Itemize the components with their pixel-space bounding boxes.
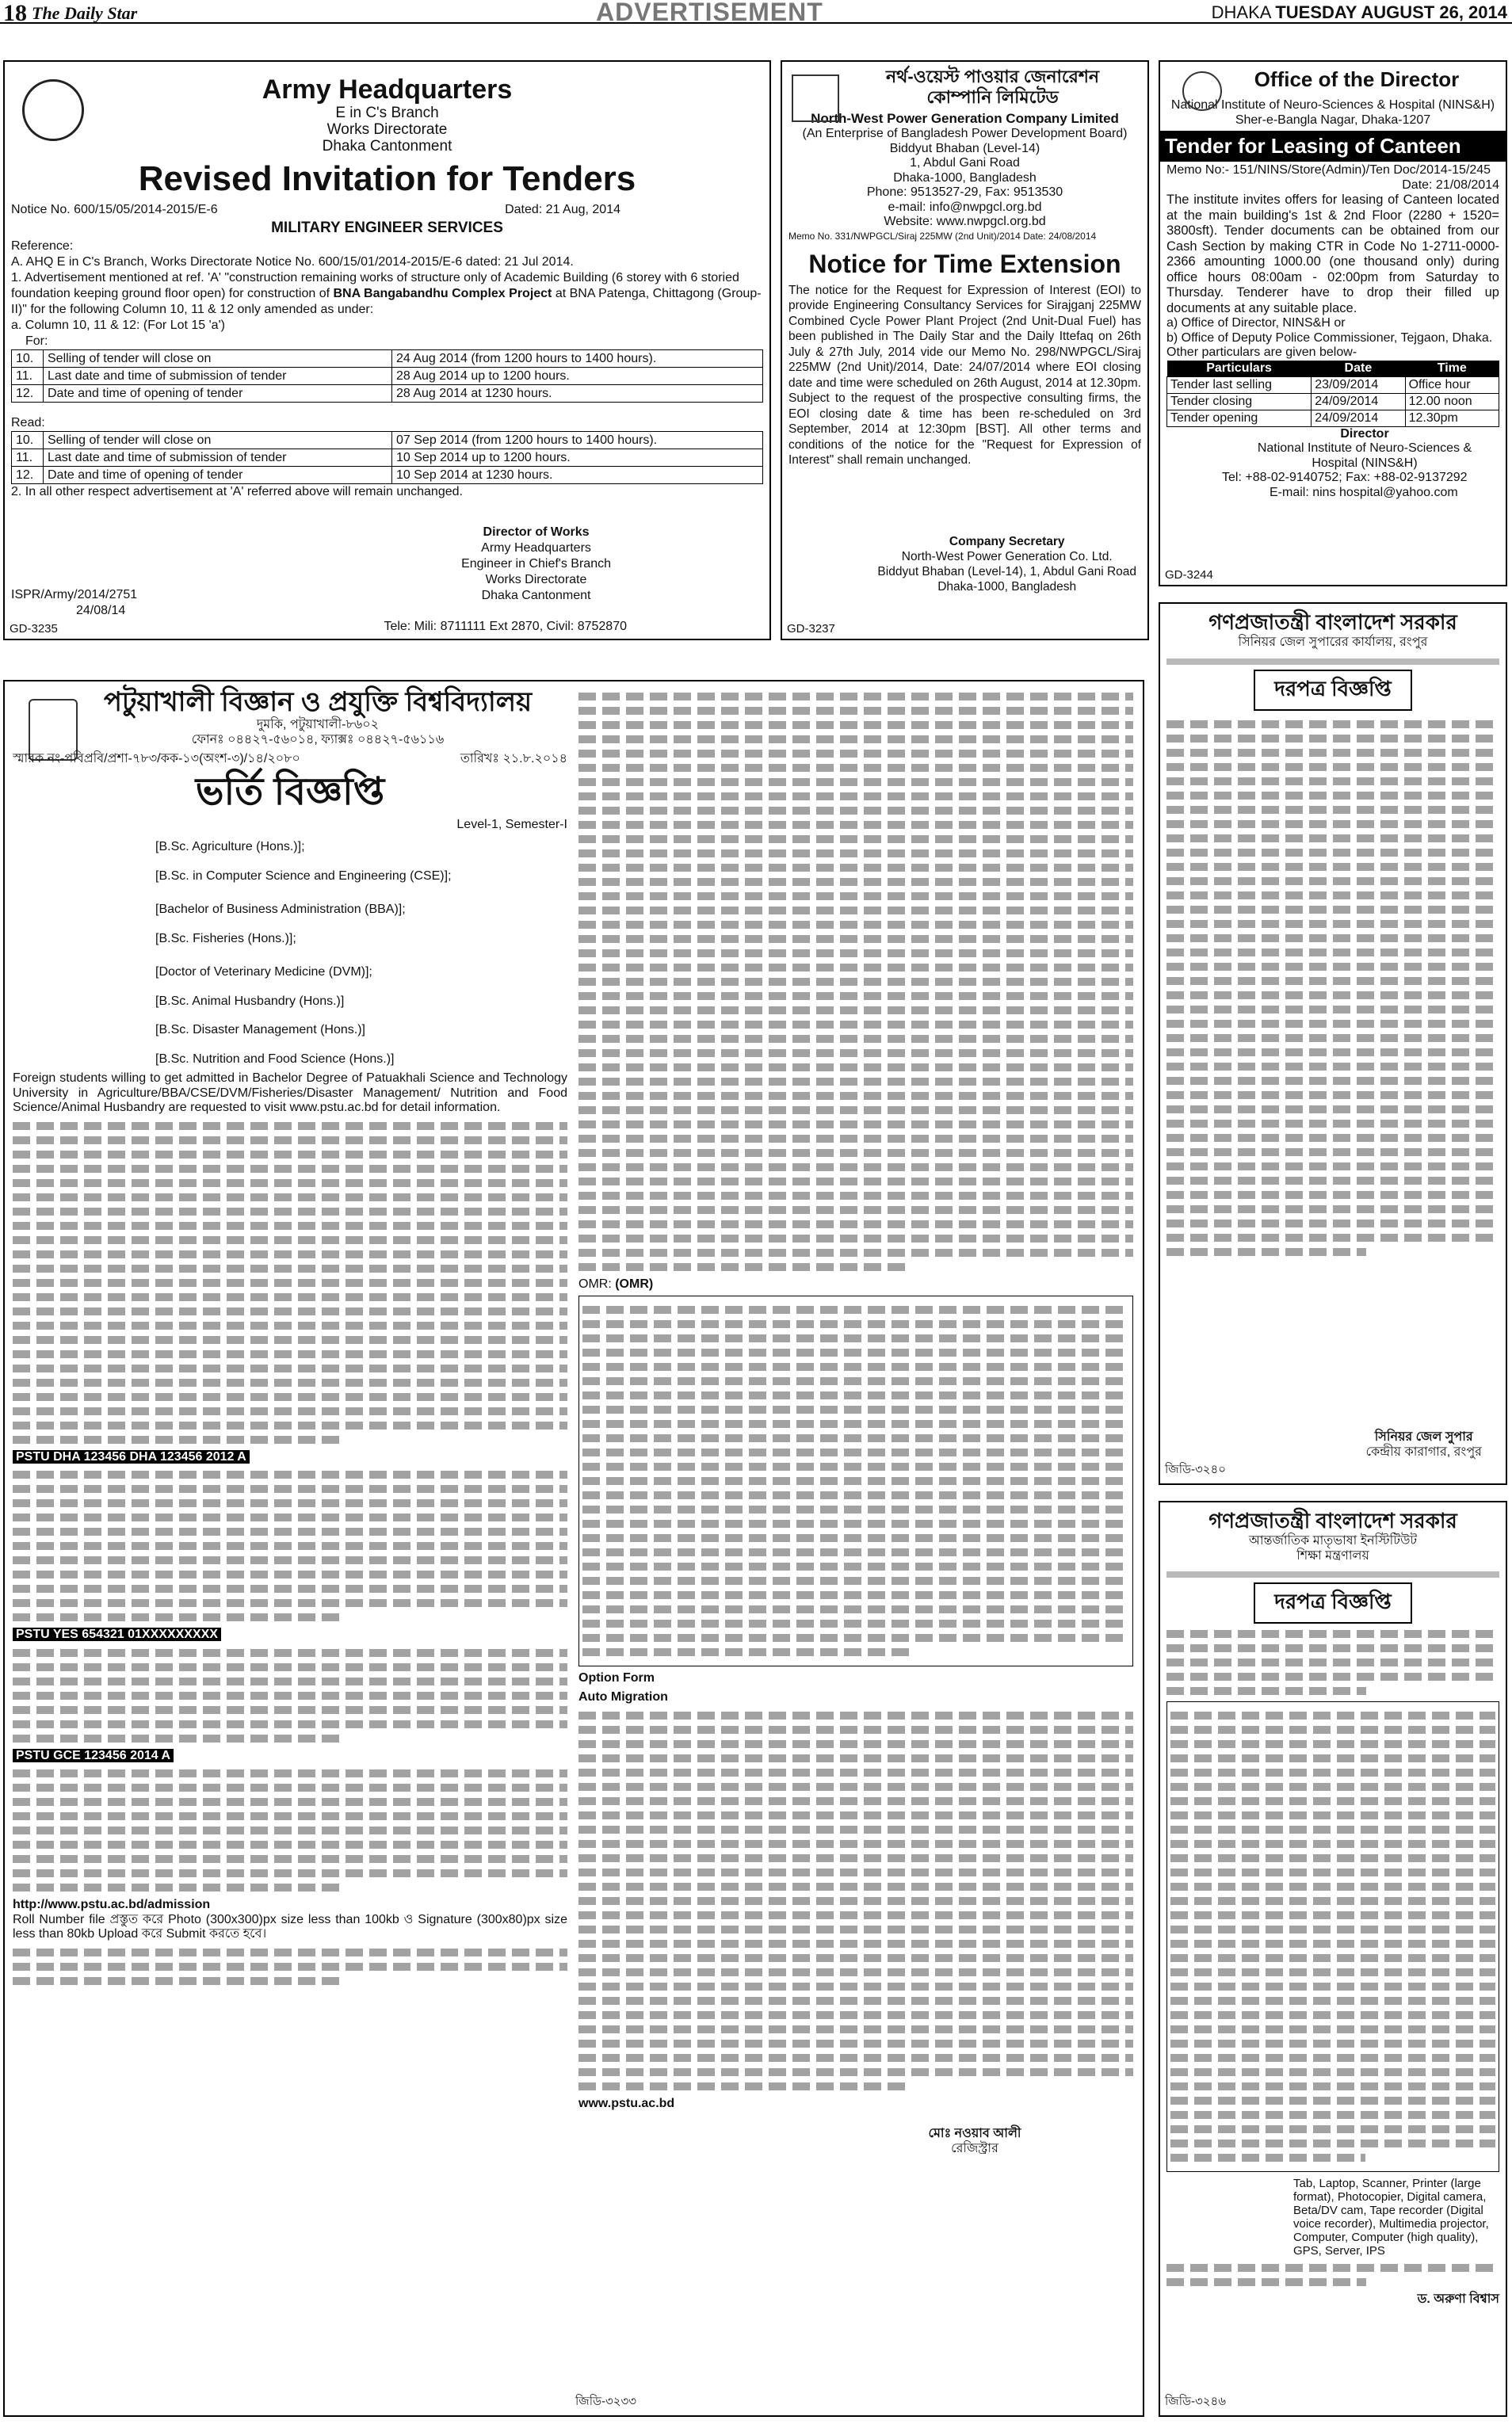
pstu-sms-example-3: PSTU GCE 123456 2014 A bbox=[13, 1749, 567, 1764]
pstu-right-column bbox=[578, 686, 1133, 2156]
language-institute-tender-ad bbox=[1159, 1501, 1507, 2417]
page-header bbox=[0, 0, 1512, 24]
army-reference-label: Reference: bbox=[11, 239, 74, 253]
ministry-intro-text bbox=[1166, 1630, 1499, 1695]
army-for-label: For: bbox=[25, 334, 48, 348]
nins-title: Office of the Director bbox=[1254, 67, 1460, 91]
army-item-2: 2. In all other respect advertisement at 'A' referred above will remain unchanged. bbox=[11, 485, 463, 498]
table-row: 12. Date and time of opening of tender 28 Aug 2014 at 1230 hours. bbox=[12, 385, 763, 403]
army-for-table bbox=[11, 349, 763, 403]
table-row: Tender closing 24/09/2014 12.00 noon bbox=[1167, 393, 1499, 410]
army-title: Army Headquarters bbox=[262, 74, 513, 105]
ministry-name: শিক্ষা মন্ত্রণালয় bbox=[1296, 1548, 1369, 1563]
nwpgc-logo-icon bbox=[792, 74, 839, 122]
nins-canteen-tender-ad bbox=[1159, 60, 1507, 586]
pstu-sms-example-2: PSTU YES 654321 01XXXXXXXXX bbox=[13, 1628, 567, 1643]
pstu-apply-text-1 bbox=[13, 1471, 567, 1621]
table-row: Tender last selling 23/09/2014 Office hour bbox=[1167, 376, 1499, 393]
pstu-admission-url[interactable]: http://www.pstu.ac.bd/admission bbox=[13, 1898, 211, 1911]
nwpgc-address-1: Biddyut Bhaban (Level-14) bbox=[889, 141, 1040, 155]
nins-date: Date: 21/08/2014 bbox=[1402, 178, 1499, 192]
nwpgc-memo: Memo No. 331/NWPGCL/Siraj 225MW (2nd Unit)/2014 Date: 24/08/2014 bbox=[788, 230, 1097, 242]
army-item-1: 1. Advertisement mentioned at ref. 'A' "construction remaining works of structure only of Academic Building (6 storey with 6 storied foundation keeping ground floor open) for construction of BNA Bangabandhu Complex Project at BNA Patenga, Chittagong (Group-II)" for the following Column 10, 11 & 12 only amended as under: bbox=[11, 271, 762, 316]
pstu-rules-text-2 bbox=[578, 1712, 1133, 2090]
army-notice-line: Notice No. 600/15/05/2014-2015/E-6 Dated: 21 Aug, 2014 bbox=[11, 203, 620, 216]
nins-memo: Memo No:- 151/NINS/Store(Admin)/Ten Doc/2014-15/245 bbox=[1166, 163, 1491, 177]
table-row: 10. Selling of tender will close on 24 Aug 2014 (from 1200 hours to 1400 hours). bbox=[12, 350, 763, 368]
nins-tel: Tel: +88-02-9140752; Fax: +88-02-9137292 bbox=[1222, 471, 1468, 484]
nwpgc-gd: GD-3237 bbox=[787, 622, 835, 636]
rangpur-headline: দরপত্র বিজ্ঞপ্তি bbox=[1254, 670, 1412, 711]
ministry-notes bbox=[1166, 2264, 1499, 2286]
rangpur-signature: সিনিয়র জেল সুপার কেন্দ্রীয় কারাগার, রংপুর bbox=[1365, 1430, 1482, 1459]
nwpgc-website: Website: www.nwpgcl.org.bd bbox=[884, 215, 1046, 228]
pstu-admission-ad bbox=[3, 680, 1144, 2417]
nins-office-a: a) Office of Director, NINS&H or bbox=[1166, 316, 1346, 330]
army-location: Dhaka Cantonment bbox=[322, 138, 452, 155]
army-read-label: Read: bbox=[11, 416, 45, 429]
army-directorate: Works Directorate bbox=[326, 121, 448, 138]
nwpgc-address-2: 1, Abdul Gani Road bbox=[910, 156, 1020, 170]
pstu-auto-migration: Auto Migration bbox=[578, 1690, 668, 1704]
army-ispr: ISPR/Army/2014/2751 bbox=[11, 588, 138, 601]
pstu-foreign-students: Foreign students willing to get admitted in Bachelor Degree of Patuakhali Science and Technology University in Agriculture/BBA/CSE/DVM/Fisheries/Disaster Management/ Nutrition and Food Science/Animal Husbandry are requested to visit www.pstu.ac.bd for detail information. bbox=[13, 1071, 567, 1114]
nwpgc-email: e-mail: info@nwpgcl.org.bd bbox=[888, 200, 1042, 214]
pstu-level: Level-1, Semester-I bbox=[456, 817, 567, 831]
pstu-left-column bbox=[13, 686, 567, 1991]
table-row: 11. Last date and time of submission of tender 28 Aug 2014 up to 1200 hours. bbox=[12, 368, 763, 385]
rangpur-jail-tender-ad bbox=[1159, 602, 1507, 1485]
nwpgc-bangla-title: নর্থ-ওয়েস্ট পাওয়ার জেনারেশন কোম্পানি লিমিটেড bbox=[885, 67, 1100, 107]
pstu-program-list: [B.Sc. Agriculture (Hons.)]; [B.Sc. in Computer Science and Engineering (CSE)]; [Bachelor of Business Administration (BBA)]; [B.Sc. Fisheries (Hons.)]; [Doctor of Veterinary Medicine (DVM)]; [B.Sc. Animal Husbandry (Hons.)] [B.Sc. Disaster Management (Hons.)] [B.Sc. Nutrition and Food Science (Hons.)] bbox=[155, 840, 452, 1066]
pstu-headline: ভর্তি বিজ্ঞপ্তি bbox=[195, 770, 385, 813]
pstu-option-form: Option Form bbox=[578, 1670, 655, 1685]
newspaper-name: The Daily Star bbox=[32, 3, 138, 23]
army-tele: Tele: Mili: 8711111 Ext 2870, Civil: 8752870 bbox=[384, 620, 627, 633]
nins-email: E-mail: nins hospital@yahoo.com bbox=[1270, 485, 1458, 499]
nins-address: Sher-e-Bangla Nagar, Dhaka-1207 bbox=[1235, 113, 1431, 127]
pstu-apply-text-2 bbox=[13, 1649, 567, 1743]
pstu-signer: মোঃ নওয়াব আলী bbox=[928, 2127, 1021, 2140]
army-gd: GD-3235 bbox=[10, 622, 58, 636]
pstu-rules-text-1 bbox=[578, 693, 1133, 1271]
nwpgc-address-3: Dhaka-1000, Bangladesh bbox=[893, 170, 1037, 185]
rangpur-gov-title: গণপ্রজাতন্ত্রী বাংলাদেশ সরকার bbox=[1208, 610, 1457, 634]
table-row: 10. Selling of tender will close on 07 Sep 2014 (from 1200 hours to 1400 hours). bbox=[12, 432, 763, 449]
pstu-phone: ফোনঃ ০৪৪২৭-৫৬০১৪, ফ্যাক্সঃ ০৪৪২৭-৫৬১১৬ bbox=[191, 732, 445, 746]
nins-table: Particulars Date Time Tender last selling 23/09/2014 Office hour Tender closing 24/09/2014 12.00 noon Tender opening 24/09/2014 12.30pm bbox=[1166, 361, 1499, 427]
army-emblem-icon bbox=[22, 79, 84, 141]
ministry-gov-title: গণপ্রজাতন্ত্রী বাংলাদেশ সরকার bbox=[1208, 1509, 1457, 1533]
nins-body: The institute invites offers for leasing of Canteen located at the main building's 1st & 2nd Floor (2280 + 1520= 3800sft). Tender documents can be obtained from our Cash Section by making CTR in Code No 1-2711-0000-2366 amounting 1000.00 (one thousand only) during office hours 08:00am - 02:00pm from Saturday to Thursday. Tenderer have to drop their filled up documents at any suitable place. bbox=[1166, 193, 1499, 315]
pstu-apply-text-4 bbox=[13, 1949, 567, 1985]
pstu-website[interactable]: www.pstu.ac.bd bbox=[578, 2096, 675, 2110]
army-branch: E in C's Branch bbox=[335, 105, 439, 121]
pstu-sms-example-1: PSTU DHA 123456 DHA 123456 2012 A bbox=[13, 1450, 567, 1465]
ministry-headline: দরপত্র বিজ্ঞপ্তি bbox=[1254, 1582, 1412, 1624]
issue-date: DHAKA TUESDAY AUGUST 26, 2014 bbox=[1211, 2, 1507, 22]
ministry-tender-table bbox=[1166, 1701, 1499, 2172]
nwpgc-extension-ad bbox=[781, 60, 1149, 640]
table-row: Tender opening 24/09/2014 12.30pm bbox=[1167, 410, 1499, 426]
nins-office-b: b) Office of Deputy Police Commissioner, Tejgaon, Dhaka. bbox=[1166, 330, 1493, 345]
pstu-apply-text-3 bbox=[13, 1769, 567, 1891]
ministry-signer: ড. অরুণা বিশ্বাস bbox=[1417, 2292, 1499, 2306]
nins-other: Other particulars are given below- bbox=[1166, 345, 1357, 359]
pstu-signer-role: রেজিস্ট্রার bbox=[951, 2141, 998, 2155]
nins-institute: National Institute of Neuro-Sciences & Hospital (NINS&H) bbox=[1170, 98, 1495, 112]
pstu-photo-note: Roll Number file প্রস্তুত করে Photo (300x300)px size less than 100kb ও Signature (300x80)px size less than 80kb Upload করে Submit করতে হবে। bbox=[13, 1912, 567, 1941]
nwpgc-signature: Company Secretary North-West Power Generation Co. Ltd. Biddyut Bhaban (Level-14), 1, Abdul Gani Road Dhaka-1000, Bangladesh bbox=[877, 535, 1136, 594]
nwpgc-phone: Phone: 9513527-29, Fax: 9513530 bbox=[866, 185, 1063, 199]
nins-gd: GD-3244 bbox=[1165, 568, 1213, 582]
army-headline: Revised Invitation for Tenders bbox=[138, 159, 636, 198]
section-title: ADVERTISEMENT bbox=[596, 0, 823, 26]
nins-headline: Tender for Leasing of Canteen bbox=[1160, 131, 1506, 162]
nwpgc-enterprise: (An Enterprise of Bangladesh Power Development Board) bbox=[802, 127, 1128, 140]
pstu-gd: জিডি-৩২৩৩ bbox=[575, 2395, 637, 2408]
nins-seal-icon bbox=[1182, 71, 1222, 111]
ministry-institute: আন্তর্জাতিক মাতৃভাষা ইনস্টিটিউট bbox=[1248, 1534, 1418, 1548]
nins-signature: Director National Institute of Neuro-Sciences & Hospital (NINS&H) bbox=[1257, 426, 1472, 470]
rangpur-gd: জিডি-৩২৪০ bbox=[1165, 1463, 1227, 1476]
army-tender-ad bbox=[3, 60, 771, 640]
pstu-title: পটুয়াখালী বিজ্ঞান ও প্রযুক্তি বিশ্ববিদ্যালয় bbox=[103, 687, 533, 717]
table-row: 11. Last date and time of submission of tender 10 Sep 2014 up to 1200 hours. bbox=[12, 449, 763, 467]
army-service: MILITARY ENGINEER SERVICES bbox=[271, 219, 503, 236]
pstu-memo-line: স্মারক নং-পবিপ্রবি/প্রশা-৭৮৩/কক-১৩(অংশ-৩)/১৪/২০৮০ তারিখঃ ২১.৮.২০১৪ bbox=[13, 752, 567, 765]
army-read-table bbox=[11, 431, 763, 484]
army-ispr-date: 24/08/14 bbox=[76, 604, 126, 617]
army-column-line: a. Column 10, 11 & 12: (For Lot 15 'a') bbox=[11, 319, 225, 332]
rangpur-tender-table bbox=[1166, 720, 1499, 1256]
army-signature-block: Director of Works Army Headquarters Engineer in Chief's Branch Works Directorate Dhaka Cantonment bbox=[461, 525, 611, 602]
pstu-schedule-table bbox=[578, 1296, 1133, 1666]
nwpgc-body: The notice for the Request for Expression of Interest (EOI) to provide Engineering Consultancy Services for Sirajganj 225MW Combined Cycle Power Plant Project (2nd Unit-Dual Fuel) has been published in The Daily Star and the Daily Ittefaq on 26th July & 27th July, 2014 vide our Memo No. 298/NWPGCL/Siraj 225MW (2nd Unit)/2014, Date: 24/07/2014 where EOI closing date and time were scheduled on 26th August, 2014 at 12.30pm. Subject to the request of the prospective consulting firms, the EOI closing date & time has been re-scheduled on 3rd September, 2014 at 12:30pm [BST]. All other terms and conditions of the notice for the "Request for Expression of Interest" shall remain unchanged. bbox=[788, 283, 1141, 467]
pstu-omr-line: OMR: (OMR) bbox=[578, 1277, 654, 1291]
ministry-gd: জিডি-৩২৪৬ bbox=[1165, 2395, 1227, 2408]
pstu-eligibility-text bbox=[13, 1122, 567, 1444]
pstu-place: দুমকি, পটুয়াখালী-৮৬০২ bbox=[256, 718, 380, 731]
nwpgc-title: North-West Power Generation Company Limited bbox=[811, 111, 1119, 126]
ministry-equipment-list: Tab, Laptop, Scanner, Printer (large format), Photocopier, Digital camera, Beta/DV cam, Tape recorder (Digital voice recorder), Multimedia projector, Computer, Computer (high quality), GPS, Server, IPS bbox=[1293, 2177, 1489, 2258]
nwpgc-headline: Notice for Time Extension bbox=[808, 249, 1121, 278]
rangpur-office: সিনিয়র জেল সুপারের কার্যালয়, রংপুর bbox=[1238, 636, 1428, 649]
page-number: 18 bbox=[3, 0, 27, 26]
army-reference-a: A. AHQ E in C's Branch, Works Directorate Notice No. 600/15/01/2014-2015/E-6 dated: 21 Jul 2014. bbox=[11, 255, 574, 269]
table-row: 12. Date and time of opening of tender 10 Sep 2014 at 1230 hours. bbox=[12, 467, 763, 484]
